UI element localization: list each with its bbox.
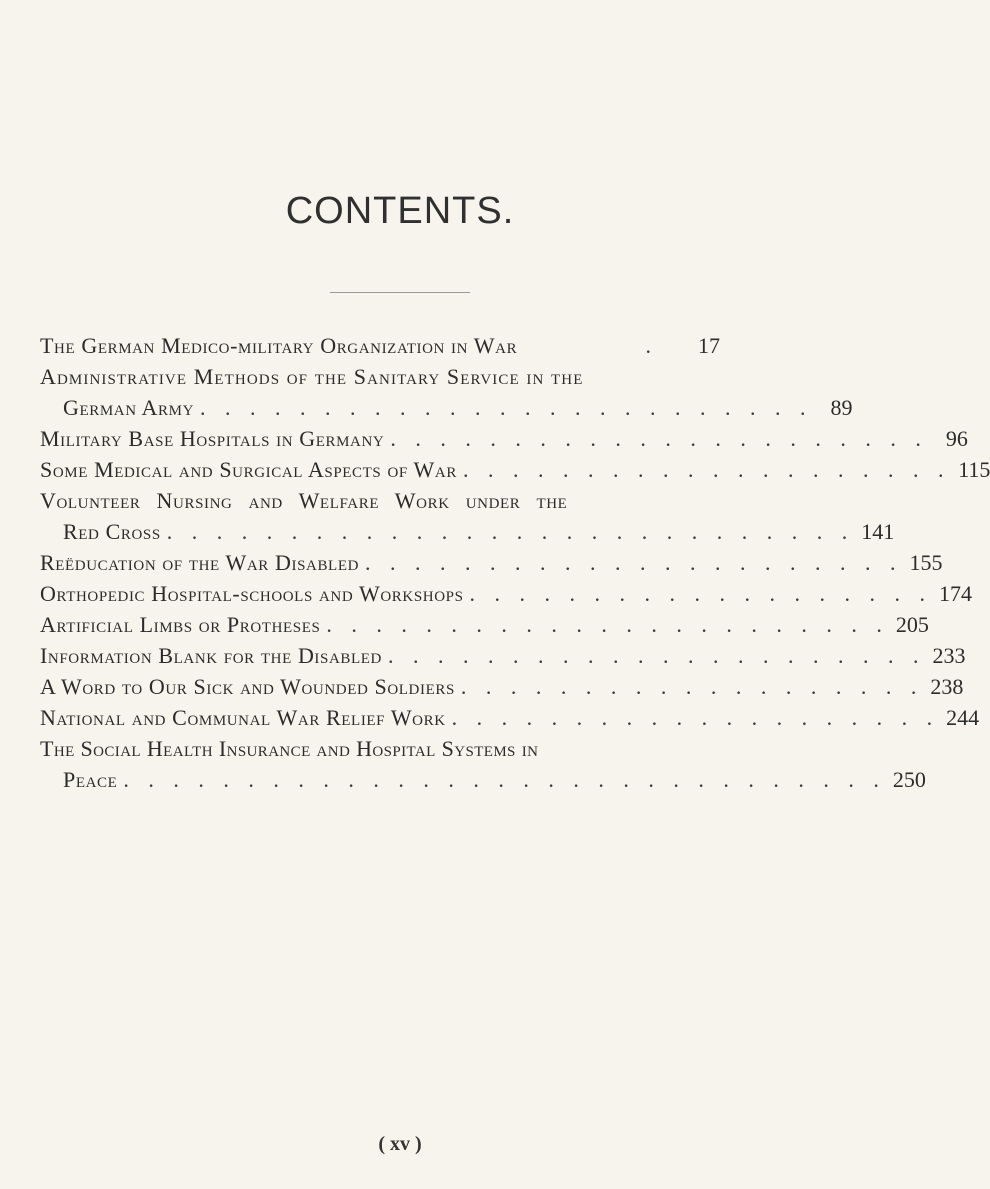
toc-leader: . . . . . . . . . . . . . . . . . . . . . . (365, 550, 903, 575)
toc-page-number: 238 (930, 674, 964, 699)
toc-entry[interactable] (40, 330, 720, 361)
toc-page-number: 233 (932, 643, 966, 668)
toc-entry-title: Volunteer Nursing and Welfare Work under the (40, 488, 568, 513)
toc-page-number: 141 (861, 519, 895, 544)
toc-entry-title: A Word to Our Sick and Wounded Soldiers (40, 674, 455, 699)
toc-leader: . . . . . . . . . . . . . . . . . . . . (462, 457, 951, 482)
toc-leader: . . . . . . . . . . . . . . . . . . . . . . (387, 643, 926, 668)
toc-entry[interactable] (40, 640, 966, 671)
toc-leader: . (645, 333, 658, 358)
toc-entry[interactable] (40, 485, 720, 516)
page-folio: ( xv ) (378, 1133, 422, 1155)
toc-entry[interactable] (40, 609, 929, 640)
toc-page-number: 205 (895, 612, 929, 637)
toc-page-number: 115 (958, 457, 990, 482)
table-of-contents (40, 330, 990, 795)
toc-leader: . . . . . . . . . . . . . . . . . . . . . . (390, 426, 928, 451)
toc-leader: . . . . . . . . . . . . . . . . . . . . (451, 705, 940, 730)
toc-leader: . . . . . . . . . . . . . . . . . . . (469, 581, 933, 606)
toc-entry-title: Artificial Limbs or Protheses (40, 612, 321, 637)
toc-entry[interactable] (40, 733, 720, 764)
toc-leader: . . . . . . . . . . . . . . . . . . . . . . . (326, 612, 889, 637)
toc-leader: . . . . . . . . . . . . . . . . . . . . . . . . . . . . (166, 519, 855, 544)
toc-entry-title: Peace (63, 767, 118, 792)
toc-leader: . . . . . . . . . . . . . . . . . . . . . . . . . (200, 395, 813, 420)
toc-entry[interactable] (40, 423, 968, 454)
toc-leader: . . . . . . . . . . . . . . . . . . . (460, 674, 924, 699)
toc-entry[interactable] (40, 547, 943, 578)
toc-entry-title: Orthopedic Hospital-schools and Workshops (40, 581, 464, 606)
title-rule (330, 292, 470, 293)
toc-entry-continuation[interactable] (40, 392, 853, 423)
toc-page-number: 17 (698, 333, 720, 358)
toc-page-number: 174 (939, 581, 973, 606)
toc-entry-title: Red Cross (63, 519, 161, 544)
toc-entry-title: Military Base Hospitals in Germany (40, 426, 385, 451)
toc-page-number: 250 (892, 767, 926, 792)
toc-entry-title: National and Communal War Relief Work (40, 705, 446, 730)
page-title: CONTENTS. (285, 190, 515, 232)
toc-page-number: 96 (945, 426, 968, 451)
toc-entry[interactable] (40, 702, 980, 733)
toc-entry-title: German Army (63, 395, 195, 420)
toc-entry-continuation[interactable] (40, 516, 895, 547)
toc-page-number: 155 (909, 550, 943, 575)
toc-entry-title: Administrative Methods of the Sanitary Service in the (40, 364, 584, 389)
toc-entry-title: Reëducation of the War Disabled (40, 550, 360, 575)
toc-entry-title: Information Blank for the Disabled (40, 643, 382, 668)
toc-entry[interactable] (40, 671, 964, 702)
toc-entry[interactable] (40, 578, 973, 609)
toc-page-number: 244 (946, 705, 980, 730)
toc-leader: . . . . . . . . . . . . . . . . . . . . . . . . . . . . . . . (123, 767, 886, 792)
toc-entry-title: Some Medical and Surgical Aspects of War (40, 457, 457, 482)
toc-entry-title: The German Medico-military Organization in War (40, 333, 518, 358)
toc-entry-continuation[interactable] (40, 764, 926, 795)
toc-entry[interactable] (40, 454, 990, 485)
toc-entry-title: The Social Health Insurance and Hospital Systems in (40, 736, 539, 761)
toc-page-number: 89 (830, 395, 853, 420)
toc-entry[interactable] (40, 361, 720, 392)
